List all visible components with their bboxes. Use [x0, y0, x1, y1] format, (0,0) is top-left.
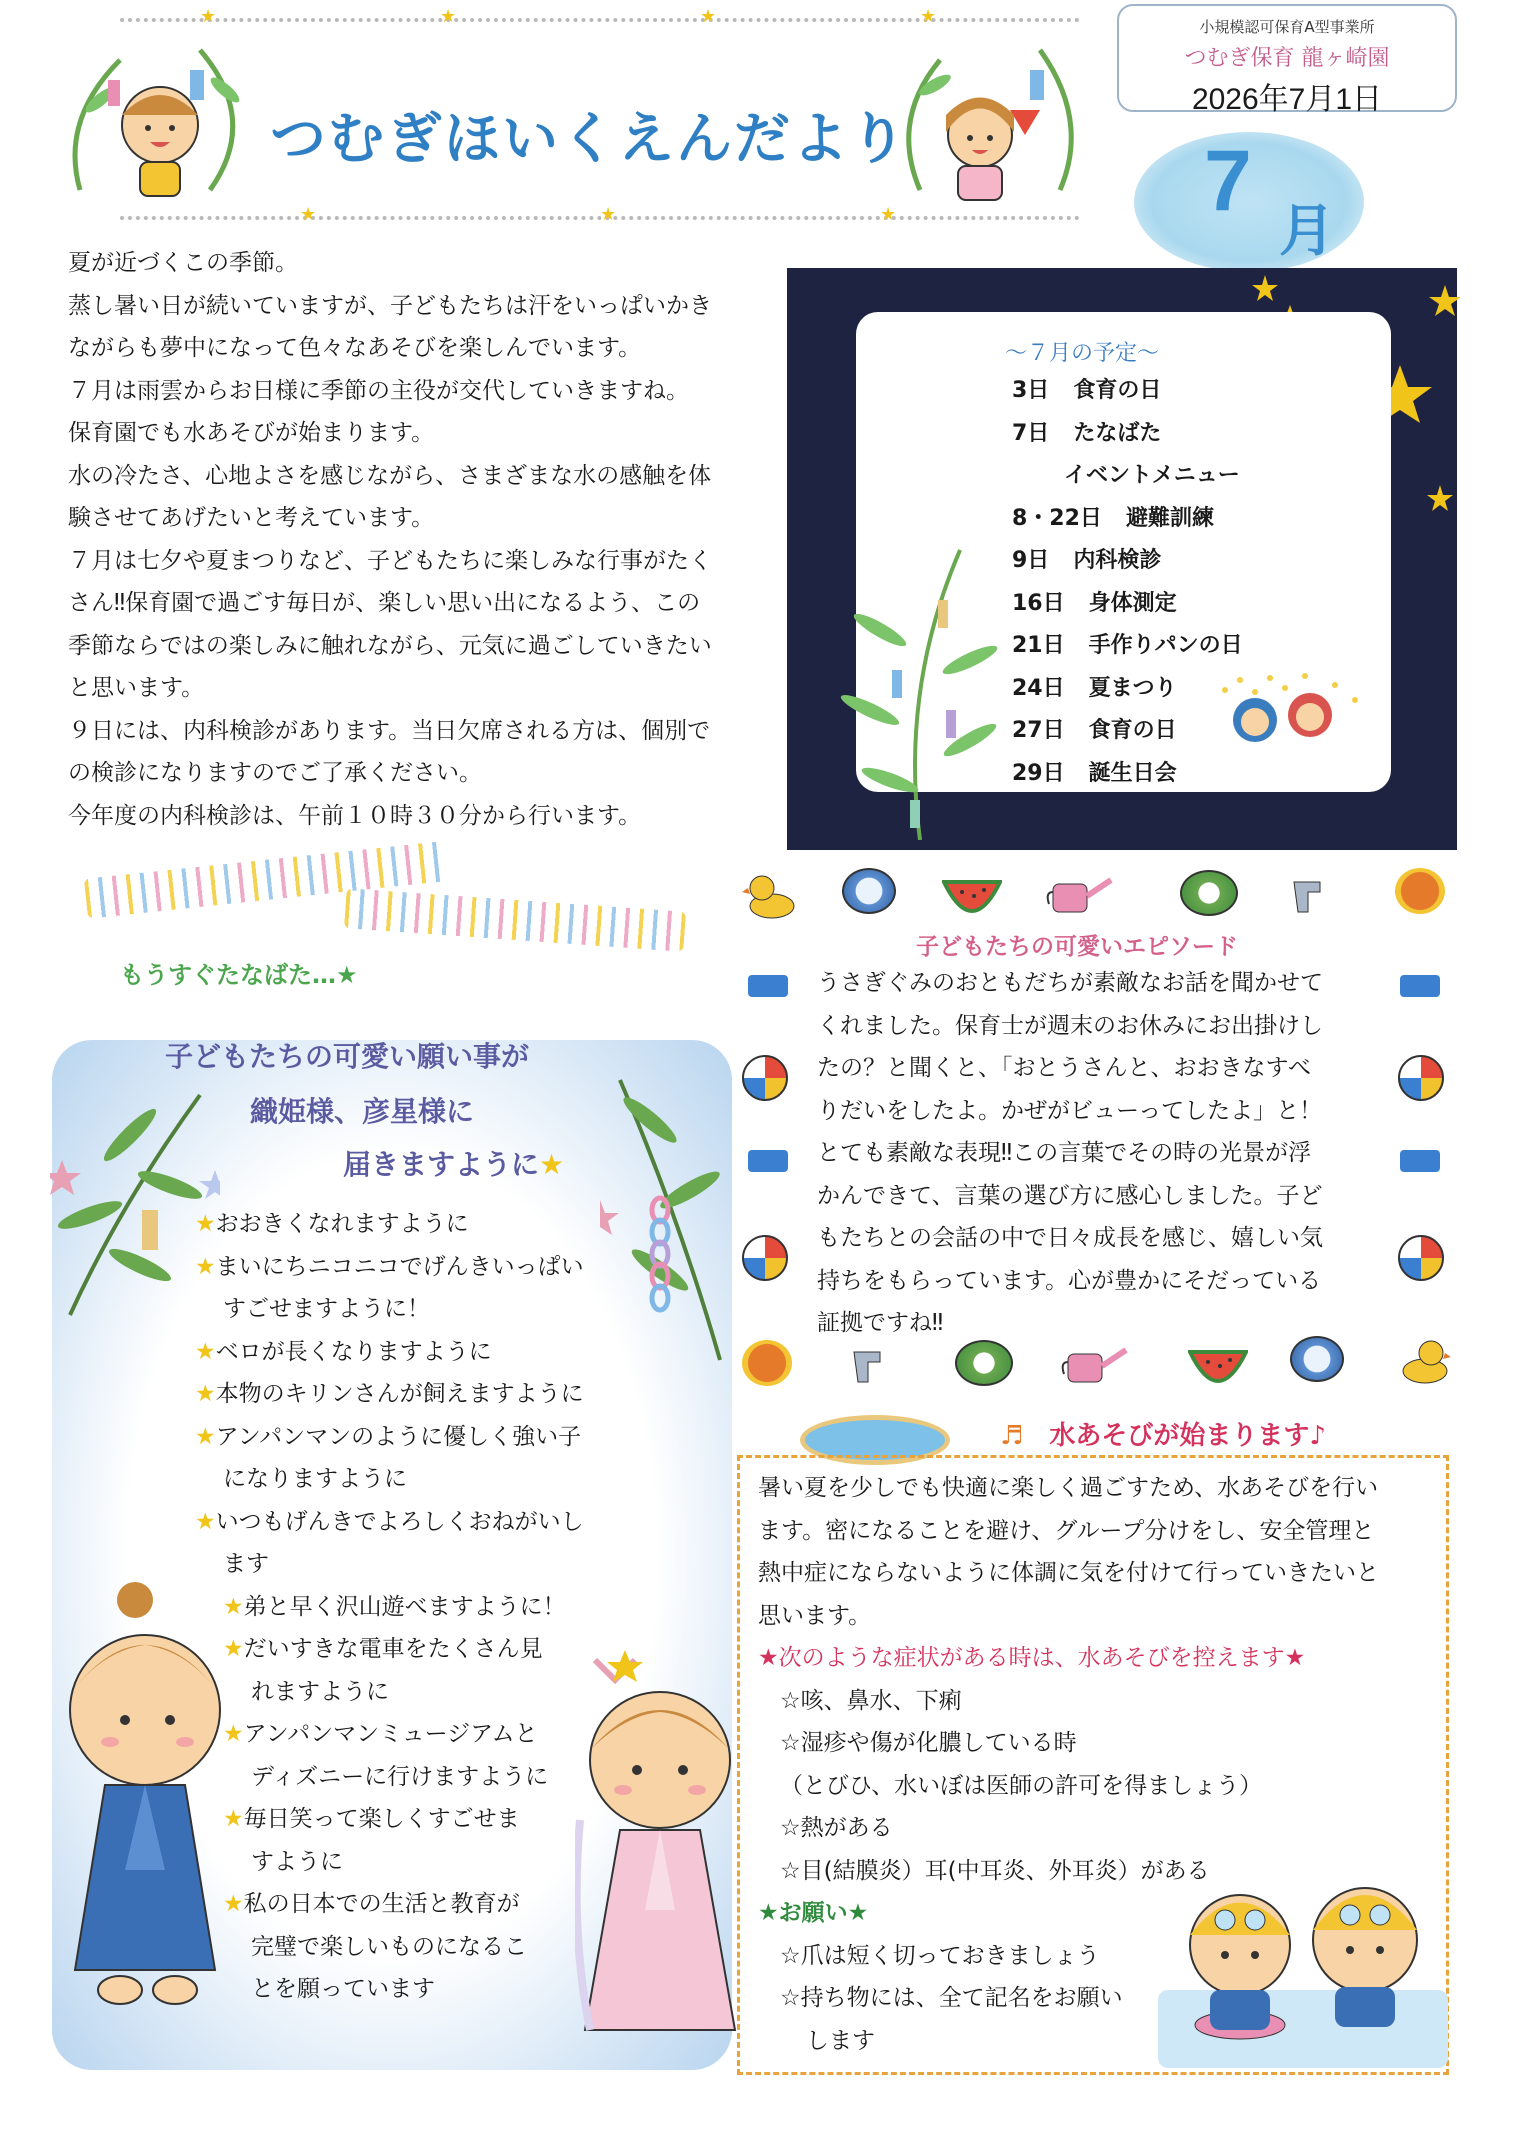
episode-line: りだいをしたよ。かぜがビューってしたよ」と！ — [817, 1097, 1323, 1124]
wish-item: ★本物のキリンさんが飼えますように — [195, 1381, 584, 1407]
wish-item-cont: れますように — [251, 1678, 389, 1705]
symptom-item: ☆湿疹や傷が化膿している時 — [780, 1730, 1077, 1756]
beach-ball-icon — [1398, 1235, 1444, 1281]
beach-ball-icon — [742, 1055, 788, 1101]
water-gun-icon — [1400, 1150, 1440, 1172]
schedule-day: 29日 — [1012, 760, 1065, 786]
wishes-heading-line2: 織姫様、彦星様に — [250, 1095, 475, 1128]
symptom-item: ☆咳、鼻水、下痢 — [780, 1687, 962, 1714]
water-gun-icon — [850, 1346, 896, 1386]
schedule-day: 8・22日 — [1012, 505, 1102, 531]
schedule-item — [1012, 710, 1243, 753]
wish-item-cont: とを願っています — [251, 1976, 435, 2002]
wish-item-cont: ディズニーに行けますように — [251, 1763, 549, 1790]
request-item: ☆持ち物には、全て記名をお願い — [780, 1985, 1123, 2011]
schedule-event: 夏まつり — [1088, 675, 1177, 701]
intro-line: ７月は雨雲からお日様に季節の主役が交代していきますね。 — [68, 377, 689, 404]
intro-line: ９日には、内科検診があります。当日欠席される方は、個別で — [68, 717, 711, 744]
water-intro-line: 暑い夏を少しでも快適に楽しく過ごすため、水あそびを行い — [758, 1475, 1379, 1501]
schedule-item — [1012, 583, 1243, 626]
schedule-list — [1012, 370, 1243, 795]
episode-line: くれました。保育士が週末のお休みにお出掛けし — [817, 1012, 1323, 1039]
episode-line: たの？と聞くと、「おとうさんと、おおきなすべ — [817, 1055, 1312, 1081]
schedule-event: 手作りパンの日 — [1088, 633, 1243, 658]
wish-item: ★ベロが長くなりますように — [195, 1338, 492, 1365]
star-icon: ★ — [700, 6, 717, 27]
schedule-event: 身体測定 — [1088, 590, 1177, 616]
wish-item: ★おおきくなれますように — [195, 1211, 469, 1237]
beach-ball-icon — [1398, 1055, 1444, 1101]
intro-line: 験させてあげたいと考えています。 — [68, 505, 435, 531]
schedule-day: 24日 — [1012, 675, 1065, 701]
water-gun-icon — [748, 975, 788, 997]
intro-line: ７月は七夕や夏まつりなど、子どもたちに楽しみな行事がたく — [68, 547, 712, 574]
wish-item: ★だいすきな電車をたくさん見 — [223, 1636, 543, 1662]
star-icon: ★ — [440, 6, 457, 27]
watermelon-icon — [1188, 1350, 1248, 1384]
star-icon: ★ — [200, 6, 217, 27]
wish-item-cont: すように — [251, 1848, 343, 1875]
water-gun-icon — [748, 1150, 788, 1172]
episode-line: うさぎぐみのおともだちが素敵なお話を聞かせて — [817, 970, 1323, 996]
star-icon: ★ — [223, 1891, 244, 1917]
star-icon: ★ — [223, 1636, 244, 1662]
wish-item-cont: になりますように — [223, 1466, 407, 1492]
symptom-warning: ★次のような症状がある時は、水あそびを控えます★ — [758, 1645, 1306, 1671]
newsletter-title: つむぎほいくえんだより — [270, 107, 908, 172]
wish-item-cont: ます — [223, 1551, 269, 1577]
tanabata-bamboo-illustration — [820, 540, 1020, 840]
episode-line: とても素敵な表現‼この言葉でその時の光景が浮 — [817, 1140, 1312, 1166]
wishes-heading-line1: 子どもたちの可愛い願い事が — [165, 1040, 530, 1073]
schedule-event: 避難訓練 — [1125, 505, 1214, 531]
request-heading: ★お願い★ — [758, 1900, 869, 1926]
wish-item: ★弟と早く沢山遊べますように！ — [223, 1593, 566, 1620]
org-info-box — [1117, 4, 1457, 116]
tanabata-streamer-decoration — [344, 888, 686, 952]
schedule-day: 9日 — [1012, 548, 1050, 573]
schedule-day: 7日 — [1012, 420, 1050, 446]
org-name: つむぎ保育 龍ヶ崎園 — [1184, 46, 1390, 71]
schedule-item — [1012, 625, 1243, 668]
schedule-event: 誕生日会 — [1088, 760, 1177, 786]
wish-item: ★アンパンマンミュージアムと — [223, 1721, 538, 1747]
schedule-item — [1012, 498, 1243, 541]
water-gun-icon — [1400, 975, 1440, 997]
wish-item-cont: すごせますように！ — [223, 1296, 430, 1322]
star-icon: ★ — [195, 1423, 216, 1450]
star-icon: ★ — [195, 1508, 216, 1535]
wish-item: ★いつもげんきでよろしくおねがいし — [195, 1508, 584, 1535]
wish-item: ★アンパンマンのように優しく強い子 — [195, 1423, 582, 1450]
episode-text — [817, 962, 1362, 1345]
schedule-item — [1012, 753, 1243, 796]
symptom-item: ☆熱がある — [780, 1815, 893, 1841]
schedule-title: ～７月の予定～ — [1005, 341, 1160, 366]
intro-line: 夏が近づくこの季節。 — [68, 250, 298, 276]
intro-line: の検診になりますのでご了承ください。 — [68, 760, 482, 786]
intro-line: 水の冷たさ、心地よさを感じながら、さまざまな水の感触を体 — [68, 462, 712, 489]
wishes-heading-line3 — [343, 1143, 564, 1183]
wish-item: ★まいにちニコニコでげんきいっぱい — [195, 1253, 584, 1280]
episode-title: 子どもたちの可愛いエピソード — [916, 934, 1238, 960]
wish-item: ★私の日本での生活と教育が — [223, 1891, 520, 1917]
symptom-item: （とびひ、水いぼは医師の許可を得ましょう） — [780, 1772, 1263, 1799]
girl-with-bamboo-illustration — [880, 40, 1090, 210]
star-icon: ★ — [195, 1381, 216, 1407]
beach-ball-icon — [742, 1235, 788, 1281]
issue-date: 2026年7月1日 — [1191, 83, 1383, 116]
uchiwa-fan-icon — [1290, 1336, 1344, 1382]
star-icon: ★ — [223, 1593, 244, 1620]
episode-line: もたちとの会話の中で日々成長を感じ、嬉しい気 — [817, 1225, 1323, 1251]
sun-icon — [1395, 868, 1445, 914]
water-play-text — [758, 1467, 1438, 2062]
schedule-item — [1012, 455, 1243, 498]
star-icon: ★ — [223, 1721, 244, 1747]
music-note-icon: ♬ — [1000, 1421, 1024, 1451]
star-icon: ★ — [195, 1211, 216, 1237]
water-intro-line: 思います。 — [758, 1602, 872, 1629]
schedule-day: 21日 — [1012, 633, 1065, 658]
water-play-title-text: 水あそびが始まります♪ — [1049, 1421, 1326, 1451]
episode-line: 証拠ですね‼ — [817, 1310, 944, 1336]
wishes-heading-text: 届きますように — [343, 1148, 540, 1181]
intro-text — [68, 242, 778, 837]
star-icon: ★ — [920, 6, 937, 27]
month-badge — [1134, 132, 1364, 272]
intro-line: 保育園でも水あそびが始まります。 — [68, 420, 435, 446]
watering-can-icon — [1045, 872, 1115, 916]
duck-icon — [1395, 1335, 1451, 1385]
month-number: 7 — [1204, 133, 1252, 229]
request-item: ☆爪は短く切っておきましょう — [780, 1942, 1100, 1969]
star-icon: ★ — [300, 204, 317, 225]
water-intro-line: ます。密になることを避け、グループ分けをし、安全管理と — [758, 1517, 1375, 1544]
symptom-item: ☆目(結膜炎）耳(中耳炎、外耳炎）がある — [780, 1857, 1210, 1884]
schedule-event: 食育の日 — [1088, 718, 1177, 743]
star-icon: ★ — [880, 204, 897, 225]
watering-can-icon — [1060, 1342, 1130, 1386]
star-icon: ★ — [539, 1148, 565, 1181]
org-type: 小規模認可保育A型事業所 — [1199, 18, 1375, 36]
hikoboshi-illustration — [65, 1570, 245, 2030]
episode-line: 持ちをもらっています。心が豊かにそだっている — [817, 1267, 1322, 1294]
water-intro-line: 熱中症にならないように体調に気を付けて行っていきたいと — [758, 1560, 1379, 1586]
month-kanji: 月 — [1279, 199, 1335, 264]
star-icon: ★ — [195, 1338, 216, 1365]
water-gun-icon — [1290, 876, 1336, 916]
intro-line: 今年度の内科検診は、午前１０時３０分から行います。 — [68, 802, 642, 829]
boy-with-bamboo-illustration — [60, 40, 260, 210]
intro-line: さん‼保育園で過ごす毎日が、楽しい思い出になるよう、この — [68, 590, 701, 616]
schedule-item — [1012, 413, 1243, 456]
schedule-item — [1012, 370, 1243, 413]
schedule-day: 27日 — [1012, 718, 1065, 743]
schedule-day: 3日 — [1012, 378, 1050, 403]
schedule-day: 16日 — [1012, 590, 1065, 616]
intro-line: と思います。 — [68, 675, 205, 701]
swim-ring-icon — [955, 1340, 1013, 1386]
star-icon: ★ — [195, 1253, 216, 1280]
intro-line: 蒸し暑い日が続いていますが、子どもたちは汗をいっぱいかき — [68, 292, 712, 319]
episode-line: かんできて、言葉の選び方に感心しました。子ど — [817, 1182, 1323, 1209]
star-icon: ★ — [600, 204, 617, 225]
schedule-item — [1012, 668, 1243, 711]
schedule-event: イベントメニュー — [1064, 463, 1240, 488]
water-play-title — [1000, 1415, 1326, 1452]
star-icon: ★ — [223, 1806, 244, 1832]
uchiwa-fan-icon — [842, 868, 896, 914]
watermelon-icon — [942, 880, 1002, 914]
intro-line: 季節ならではの楽しみに触れながら、元気に過ごしていきたい — [68, 632, 712, 659]
orihime-illustration — [575, 1650, 740, 2050]
schedule-item — [1012, 540, 1243, 583]
wish-item: ★毎日笑って楽しくすごせま — [223, 1806, 520, 1832]
swim-ring-icon — [1180, 870, 1238, 916]
tanabata-heading: もうすぐたなばた…★ — [120, 961, 358, 989]
sun-icon — [742, 1340, 792, 1386]
wish-item-cont: 完璧で楽しいものになるこ — [251, 1933, 527, 1960]
duck-icon — [742, 870, 798, 920]
schedule-event: 食育の日 — [1073, 378, 1162, 403]
request-item: します — [806, 2027, 875, 2054]
schedule-event: たなばた — [1073, 420, 1162, 446]
intro-line: ながらも夢中になって色々なあそびを楽しんでいます。 — [68, 335, 642, 361]
schedule-event: 内科検診 — [1073, 548, 1162, 573]
